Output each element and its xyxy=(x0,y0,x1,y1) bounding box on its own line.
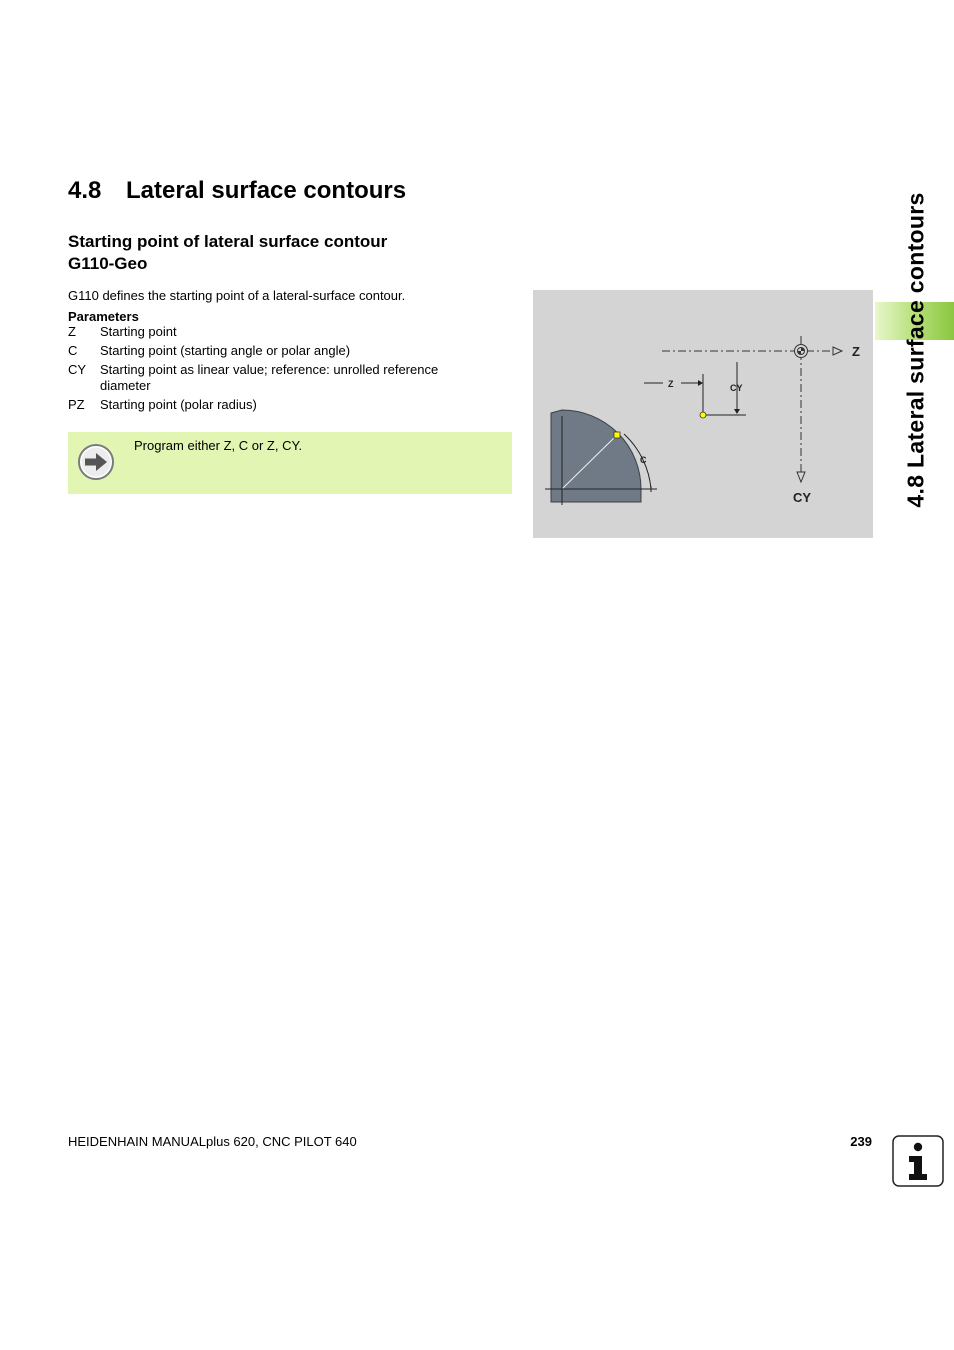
parameter-description: Starting point (polar radius) xyxy=(100,397,257,412)
subsection-title xyxy=(68,231,387,275)
c-angle-label: C xyxy=(640,455,647,465)
intro-text: G110 defines the starting point of a lateral-surface contour. xyxy=(68,288,406,303)
parameters-heading: Parameters xyxy=(68,309,139,324)
parameter-row-z xyxy=(68,324,488,340)
section-title-text: Lateral surface contours xyxy=(126,177,407,204)
parameter-description: Starting point (starting angle or polar angle) xyxy=(100,343,351,358)
parameter-key: CY xyxy=(68,362,87,377)
start-point-marker xyxy=(614,432,620,438)
subsection-title-line-2: G110-Geo xyxy=(68,254,148,273)
cy-dimension-label: CY xyxy=(730,383,743,393)
subsection-title-line-1: Starting point of lateral surface contour xyxy=(68,232,388,251)
page-number: 239 xyxy=(850,1134,872,1149)
unrolled-start-point-marker xyxy=(700,412,706,418)
cy-axis-arrow xyxy=(797,472,805,482)
side-tab xyxy=(896,182,936,518)
z-dimension-label: Z xyxy=(668,379,674,389)
contour-diagram xyxy=(533,290,873,538)
section-number: 4.8 xyxy=(68,177,102,204)
parameter-list xyxy=(68,324,488,416)
parameter-description: Starting point as linear value; reference: unrolled reference diameter xyxy=(100,362,439,393)
info-icon xyxy=(892,1135,944,1187)
parameter-row-c xyxy=(68,343,488,359)
parameter-key: PZ xyxy=(68,397,85,412)
z-axis-label: Z xyxy=(852,344,860,359)
contour-figure xyxy=(533,290,873,538)
z-axis-arrow xyxy=(833,347,842,355)
footer-manual-title: HEIDENHAIN MANUALplus 620, CNC PILOT 640 xyxy=(68,1134,357,1149)
arrow-right-icon xyxy=(78,443,114,481)
parameter-key: C xyxy=(68,343,78,358)
side-tab-text: 4.8 Lateral surface contours xyxy=(902,192,929,508)
cy-axis-label: CY xyxy=(793,490,812,505)
parameter-key: Z xyxy=(68,324,76,339)
note-box xyxy=(68,432,512,494)
origin-icon xyxy=(795,345,808,358)
section-title xyxy=(68,177,406,205)
parameter-row-cy xyxy=(68,362,488,394)
parameter-description: Starting point xyxy=(100,324,177,339)
parameter-row-pz xyxy=(68,397,488,413)
note-text: Program either Z, C or Z, CY. xyxy=(134,438,303,453)
